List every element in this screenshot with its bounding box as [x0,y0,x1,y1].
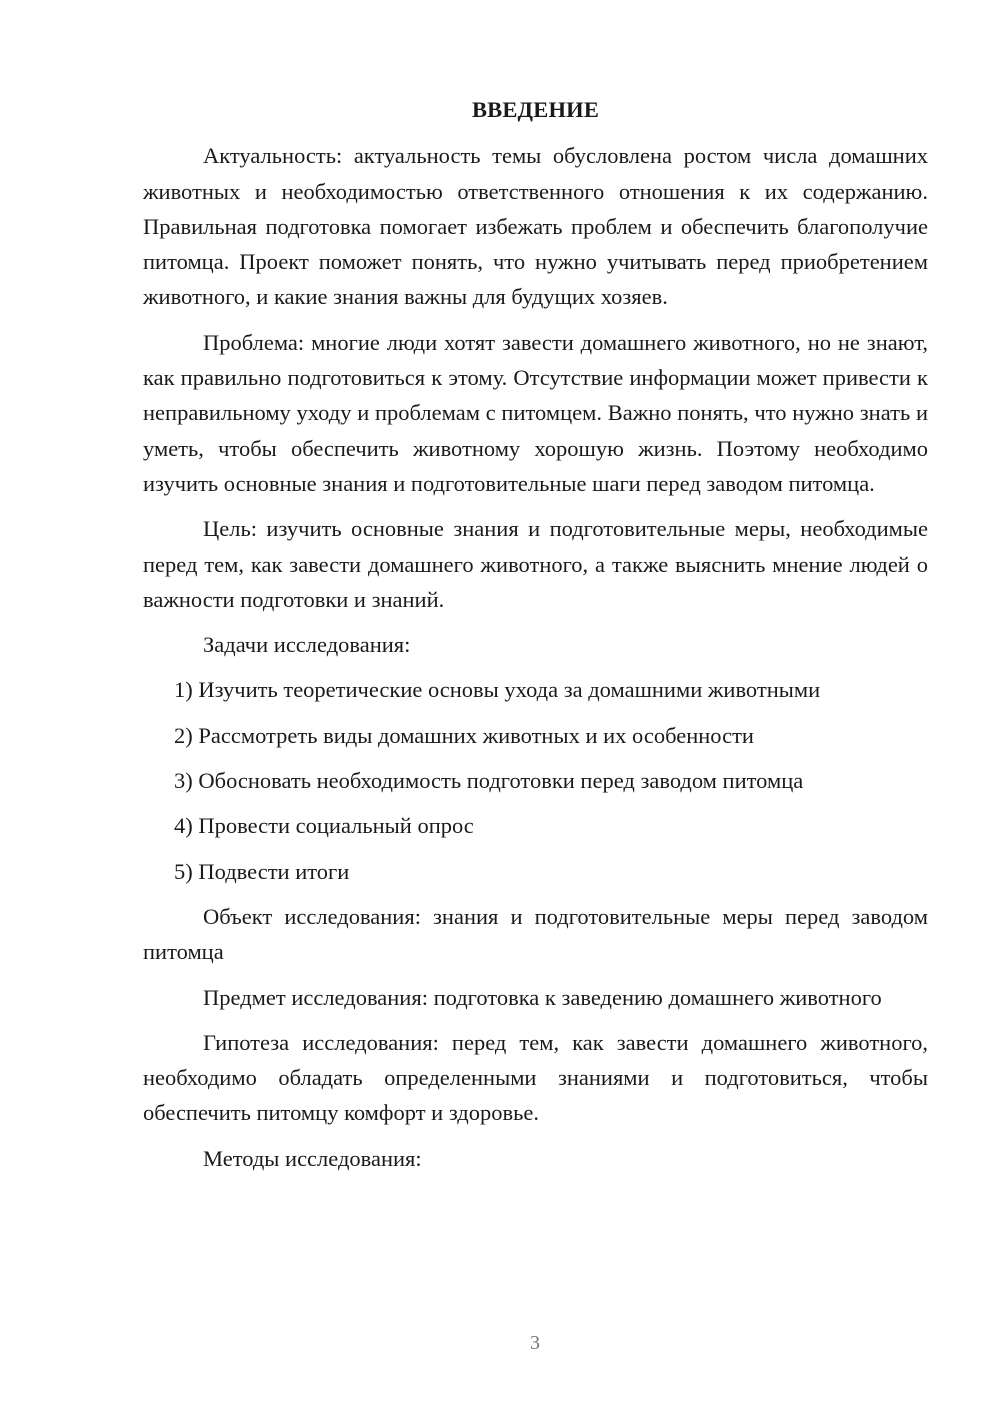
paragraph-problem: Проблема: многие люди хотят завести домашнего животного, но не знают, как правильно подготовиться к этому. Отсутствие информации может привести к неправильному уходу и проблемам с питомцем. Важно понять, что нужно знать и уметь, чтобы обеспечить животному хорошую жизнь. Поэтому необходимо изучить основные знания и подготовительные шаги перед заводом питомца. [143,329,928,496]
methods-heading: Методы исследования: [203,1145,422,1171]
paragraph-hypothesis: Гипотеза исследования: перед тем, как завести домашнего животного, необходимо обладать определенными знаниями и подготовиться, чтобы обеспечить питомцу комфорт и здоровье. [143,1029,928,1126]
paragraph-object: Объект исследования: знания и подготовительные меры перед заводом питомца [143,903,928,965]
document-page [143,92,928,1186]
task-item-3: 3) Обосновать необходимость подготовки перед заводом питомца [174,768,804,794]
paragraph-subject: Предмет исследования: подготовка к заведению домашнего животного [203,984,882,1010]
task-item-2: 2) Рассмотреть виды домашних животных и их особенности [174,722,754,748]
task-item-4: 4) Провести социальный опрос [174,813,474,839]
task-item-1: 1) Изучить теоретические основы ухода за домашними животными [174,677,821,703]
paragraph-relevance: Актуальность: актуальность темы обусловлена ростом числа домашних животных и необходимостью ответственного отношения к их содержанию. Правильная подготовка помогает избежать проблем и обеспечить благополучие питомца. Проект поможет понять, что нужно учитывать перед приобретением животного, и какие знания важны для будущих хозяев. [143,143,928,310]
section-title: ВВЕДЕНИЕ [471,97,600,122]
tasks-list [143,672,928,888]
task-item-5: 5) Подвести итоги [174,858,350,884]
page-number: 3 [530,1332,540,1354]
paragraph-goal: Цель: изучить основные знания и подготовительные меры, необходимые перед тем, как завести домашнего животного, а также выяснить мнение людей о важности подготовки и знаний. [143,516,928,612]
tasks-heading: Задачи исследования: [203,632,411,658]
